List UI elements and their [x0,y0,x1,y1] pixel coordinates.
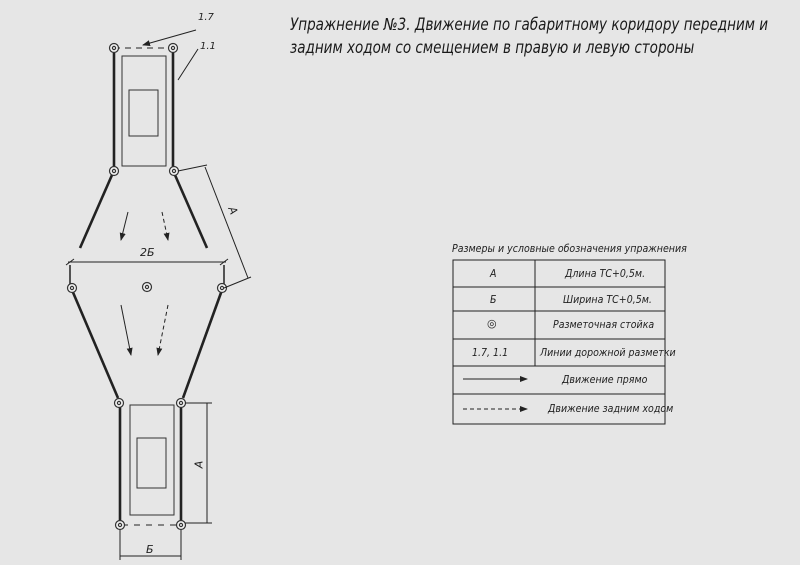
title-line-1: Упражнение №3. Движение по габаритному коридору передним и [290,15,769,34]
upper-corridor [114,48,173,168]
legend-table [453,260,665,424]
dimension-lines [66,165,251,560]
post-icon [170,167,179,176]
reverse-arrow-lower-right [158,305,168,355]
left-lower-diagonal [72,290,118,398]
post-icon [177,521,186,530]
post-icon [68,284,77,293]
dim-A-upper-ext-1 [178,165,207,171]
legend-desc-A: Длина ТС+0,5м. [565,267,646,280]
label-1-7: 1.7 [198,12,214,23]
dim-B-label: Б [146,543,154,556]
upper-vehicle-icon [122,56,166,166]
post-icon [115,399,124,408]
post-icon [169,44,178,53]
title-line-2: задним ходом со смещением в правую и левую стороны [290,38,695,57]
label-1-1-leader [178,49,198,80]
dim-A-lower-label: А [192,460,206,469]
lower-vehicle-icon [130,405,174,515]
post-icon [110,167,119,176]
legend-post-icon: ◎ [487,317,497,330]
legend-desc-forward: Движение прямо [562,373,648,386]
label-1-1: 1.1 [200,41,216,52]
legend-caption: Размеры и условные обозначения упражнения [452,242,687,255]
marking-posts [68,44,227,530]
label-1-7-leader-arrow [143,30,196,45]
post-icon [143,283,152,292]
forward-arrow-lower-left [121,305,131,355]
lower-corridor [120,405,181,525]
post-icon [116,521,125,530]
dim-2B-label: 2Б [140,246,155,259]
legend-symbol-A: А [490,267,497,280]
marking-label-leaders [143,30,198,80]
legend-frame [453,260,665,424]
legend-symbol-B: Б [490,293,497,306]
left-upper-diagonal [80,175,112,248]
legend-symbol-lines: 1.7, 1.1 [472,346,509,359]
right-upper-diagonal [175,175,207,248]
dim-A-upper-label: А [225,204,241,217]
legend-desc-lines: Линии дорожной разметки [540,346,676,359]
legend-desc-post: Разметочная стойка [553,318,655,331]
legend-desc-reverse: Движение задним ходом [548,402,674,415]
reverse-arrow-upper-right [162,212,168,240]
dim-A-upper-line [205,167,248,278]
forward-arrow-upper-left [121,212,128,240]
post-icon [110,44,119,53]
post-icon [177,399,186,408]
legend-desc-B: Ширина ТС+0,5м. [563,293,652,306]
dim-A-upper-ext-2 [224,277,251,288]
right-lower-diagonal [183,290,222,398]
